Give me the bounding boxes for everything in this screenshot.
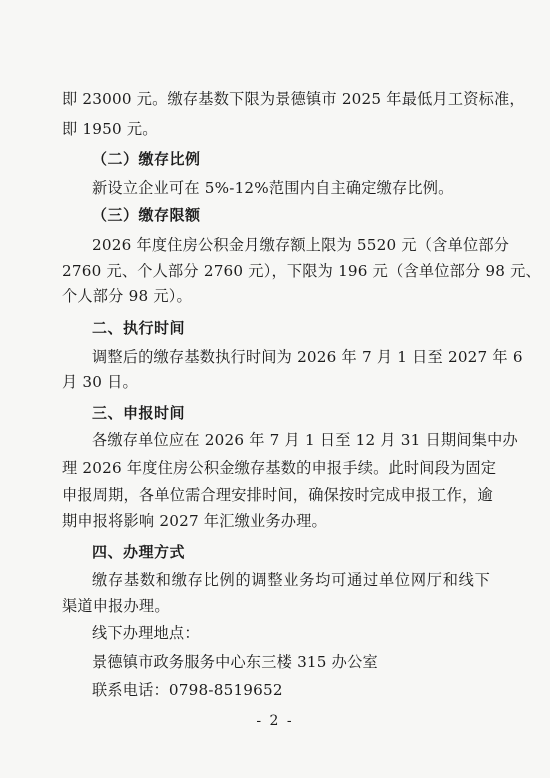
body-text-line: 即 1950 元。 (62, 120, 158, 138)
section-heading: （二）缴存比例 (92, 150, 201, 168)
body-text-line: 渠道申报办理。 (62, 597, 170, 615)
body-text-line: 期申报将影响 2027 年汇缴业务办理。 (62, 512, 327, 530)
body-text-line: 理 2026 年度住房公积金缴存基数的申报手续。此时间段为固定 (62, 459, 497, 477)
body-text-line: 线下办理地点： (92, 624, 200, 642)
body-text-line: 月 30 日。 (62, 373, 138, 391)
contact-phone: 联系电话：0798-8519652 (92, 681, 283, 699)
section-heading: （三）缴存限额 (92, 206, 201, 224)
section-heading: 二、执行时间 (92, 319, 186, 337)
body-text-line: 2026 年度住房公积金月缴存额上限为 5520 元（含单位部分 (92, 236, 510, 254)
body-text-line: 调整后的缴存基数执行时间为 2026 年 7 月 1 日至 2027 年 6 (92, 348, 523, 366)
section-heading: 四、办理方式 (92, 543, 186, 561)
section-heading: 三、申报时间 (92, 404, 186, 422)
page-number: - 2 - (256, 713, 294, 729)
office-address: 景德镇市政务服务中心东三楼 315 办公室 (92, 653, 378, 671)
body-text-line: 缴存基数和缴存比例的调整业务均可通过单位网厅和线下 (92, 571, 490, 589)
body-text-line: 即 23000 元。缴存基数下限为景德镇市 2025 年最低月工资标准， (62, 90, 525, 108)
body-text-line: 各缴存单位应在 2026 年 7 月 1 日至 12 月 31 日期间集中办 (92, 431, 518, 449)
body-text-line: 个人部分 98 元）。 (62, 287, 192, 305)
body-text-line: 新设立企业可在 5%-12%范围内自主确定缴存比例。 (92, 179, 454, 197)
body-text-line: 2760 元、个人部分 2760 元），下限为 196 元（含单位部分 98 元、 (62, 262, 541, 280)
body-text-line: 申报周期，各单位需合理安排时间，确保按时完成申报工作，逾 (62, 486, 493, 504)
